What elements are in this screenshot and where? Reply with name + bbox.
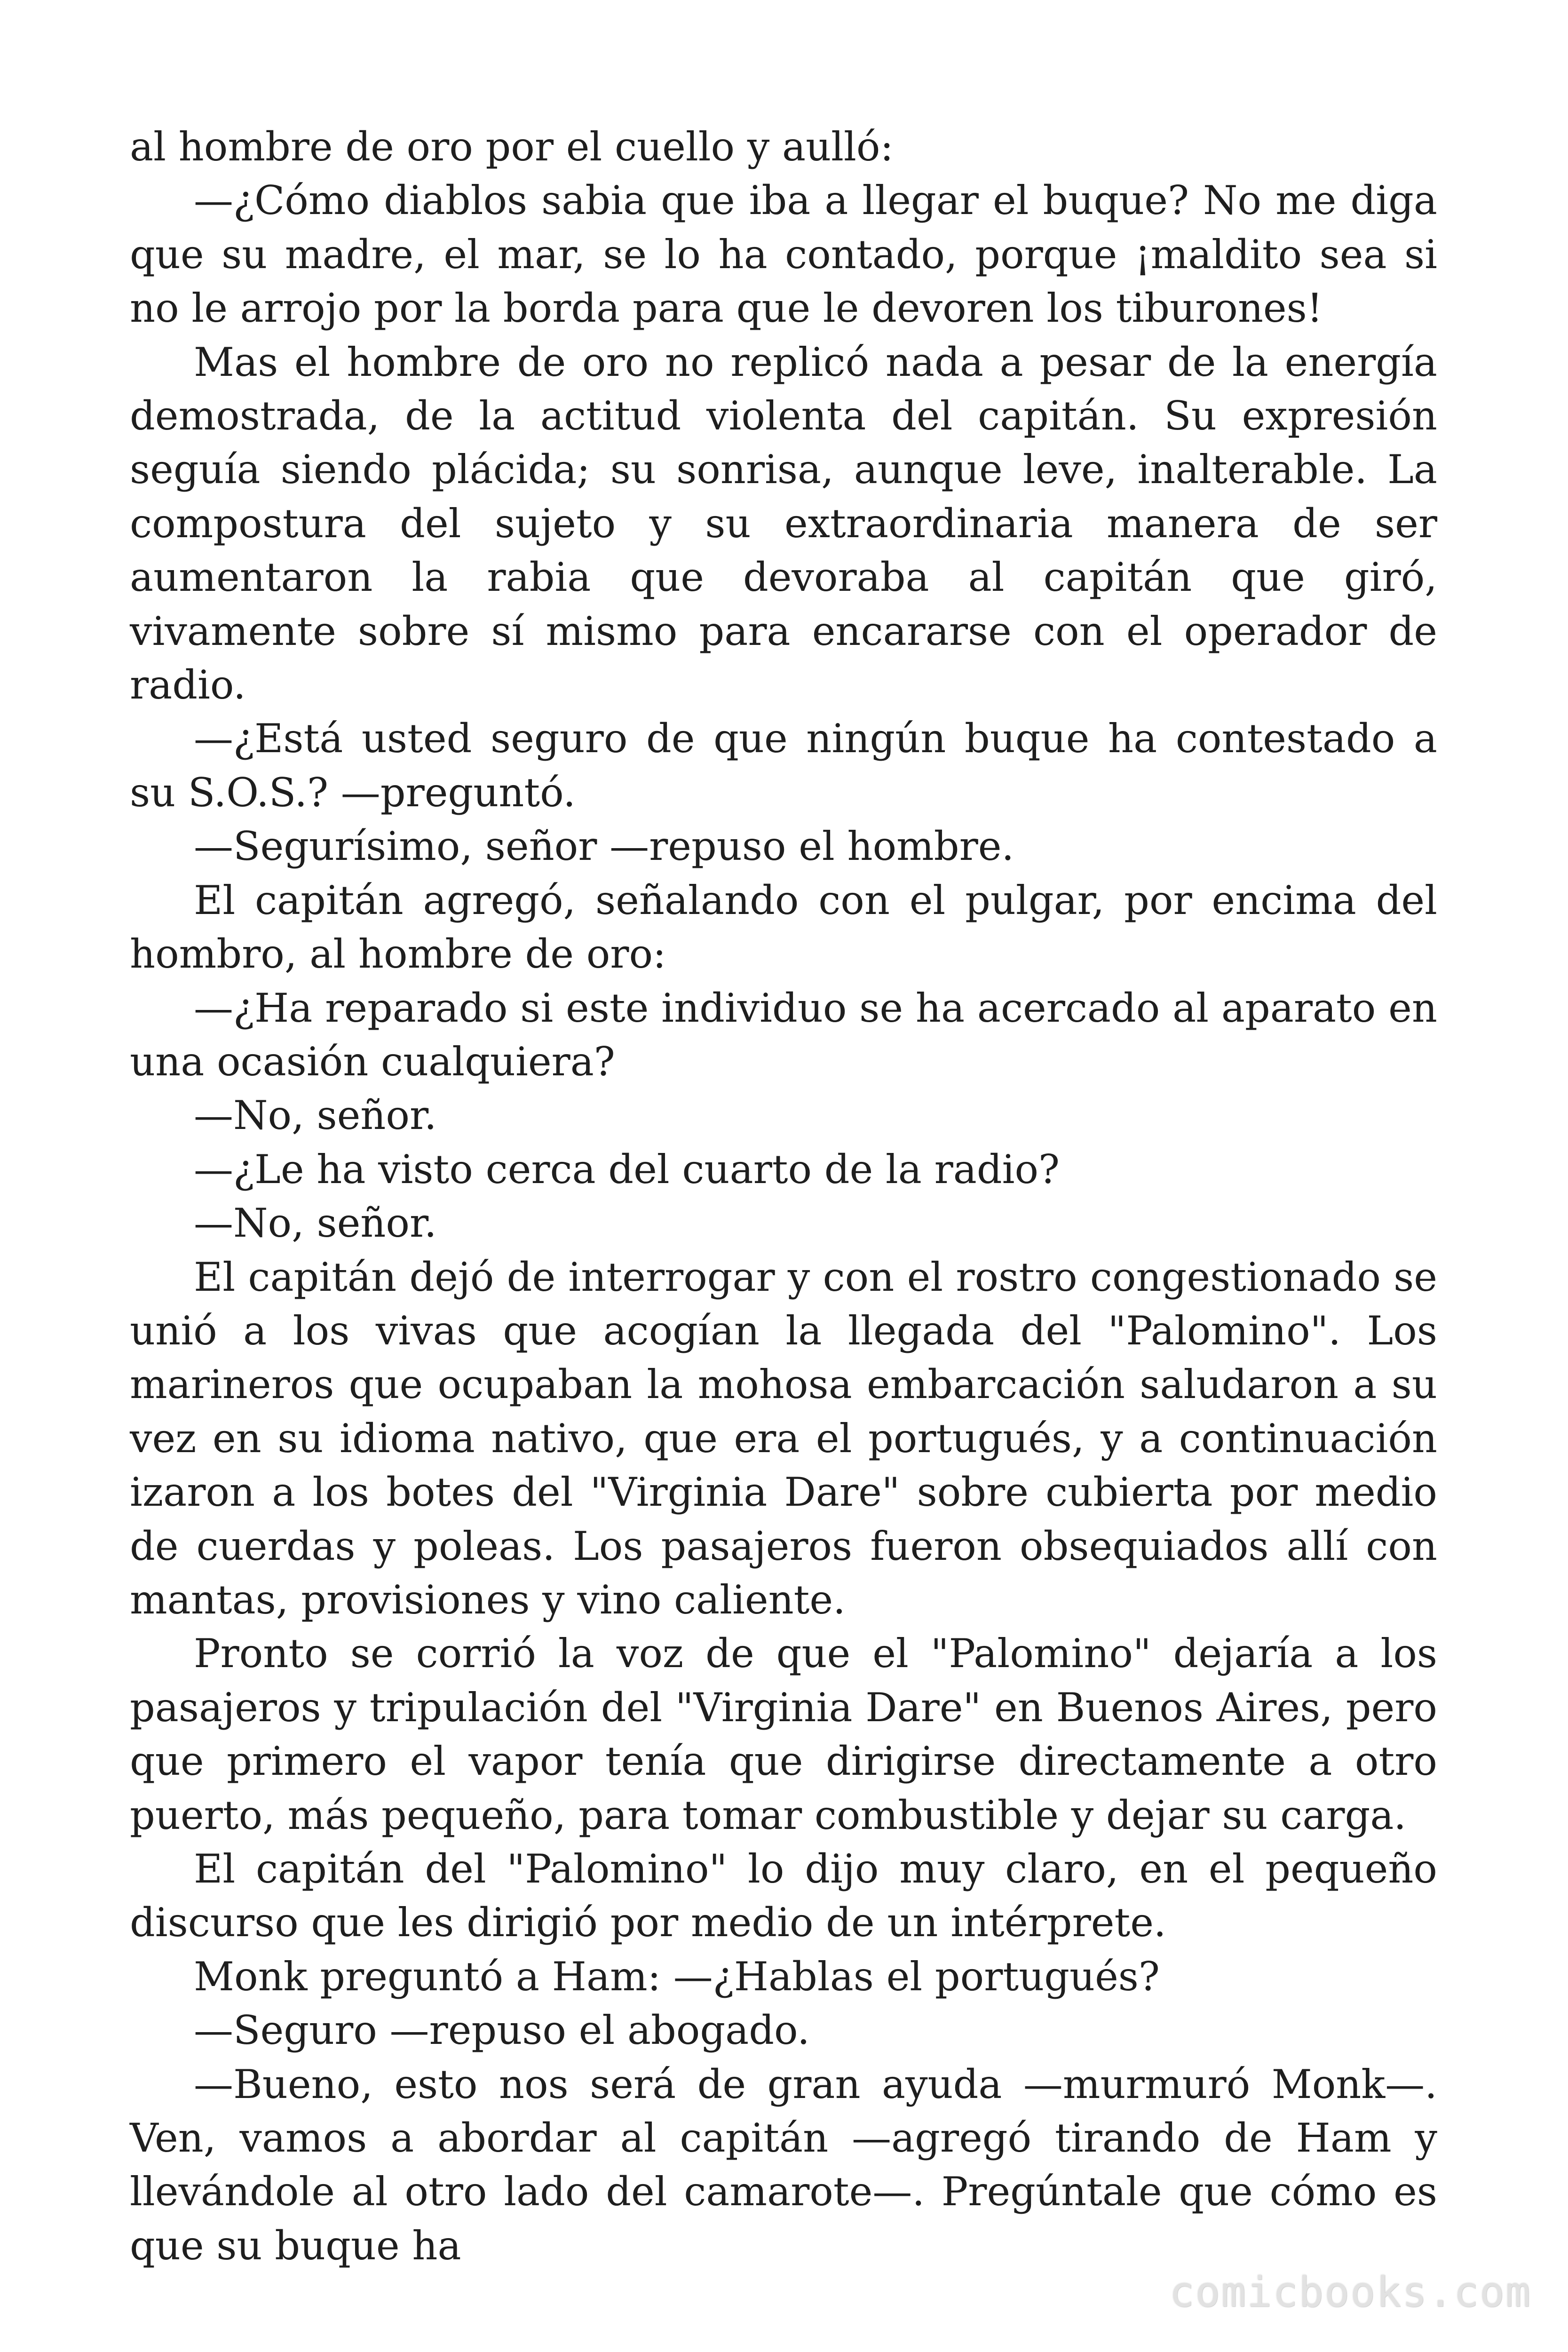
paragraph: Mas el hombre de oro no replicó nada a pesar de la energía demostrada, de la actitud violenta del capitán. Su expresión seguía siendo plácida; su sonrisa, aunque leve, inalterable. La compostura del sujeto y su extraordinaria manera de ser aumentaron la rabia que devoraba al capitán que giró, vivamente sobre sí mismo para encararse con el operador de radio. <box>130 339 1437 708</box>
paragraph: —No, señor. <box>194 1092 437 1139</box>
paragraph: El capitán agregó, señalando con el pulgar, por encima del hombro, al hombre de oro: <box>130 877 1437 977</box>
watermark: comicbooks.com <box>1169 2268 1531 2316</box>
paragraph: Pronto se corrió la voz de que el "Palomino" dejaría a los pasajeros y tripulación del "Virginia Dare" en Buenos Aires, pero que primero el vapor tenía que dirigirse directamente a otro puerto, más pequeño, para tomar combustible y dejar su carga. <box>130 1630 1437 1838</box>
paragraph: —¿Está usted seguro de que ningún buque ha contestado a su S.O.S.? —preguntó. <box>130 715 1437 816</box>
paragraph: El capitán del "Palomino" lo dijo muy claro, en el pequeño discurso que les dirigió por medio de un intérprete. <box>130 1846 1437 1946</box>
paragraph: —Segurísimo, señor —repuso el hombre. <box>194 823 1014 870</box>
paragraph: —Bueno, esto nos será de gran ayuda —murmuró Monk—. Ven, vamos a abordar al capitán —agregó tirando de Ham y llevándole al otro lado del camarote—. Pregúntale que cómo es que su buque ha <box>130 2061 1437 2269</box>
paragraph: —¿Le ha visto cerca del cuarto de la radio? <box>194 1146 1060 1192</box>
paragraph: —¿Cómo diablos sabia que iba a llegar el buque? No me diga que su madre, el mar, se lo ha contado, porque ¡maldito sea si no le arrojo por la borda para que le devoren los tiburones! <box>130 177 1437 332</box>
book-page-text <box>130 120 1437 2273</box>
paragraph: Monk preguntó a Ham: —¿Hablas el portugués? <box>194 1953 1160 2000</box>
paragraph: —¿Ha reparado si este individuo se ha acercado al aparato en una ocasión cualquiera? <box>130 985 1437 1085</box>
paragraph: —Seguro —repuso el abogado. <box>194 2007 810 2054</box>
paragraph: El capitán dejó de interrogar y con el rostro congestionado se unió a los vivas que acogían la llegada del "Palomino". Los marineros que ocupaban la mohosa embarcación saludaron a su vez en su idioma nativo, que era el portugués, y a continuación izaron a los botes del "Virginia Dare" sobre cubierta por medio de cuerdas y poleas. Los pasajeros fueron obsequiados allí con mantas, provisiones y vino caliente. <box>130 1254 1437 1623</box>
paragraph-continuation: al hombre de oro por el cuello y aulló: <box>130 124 894 170</box>
paragraph: —No, señor. <box>194 1200 437 1247</box>
